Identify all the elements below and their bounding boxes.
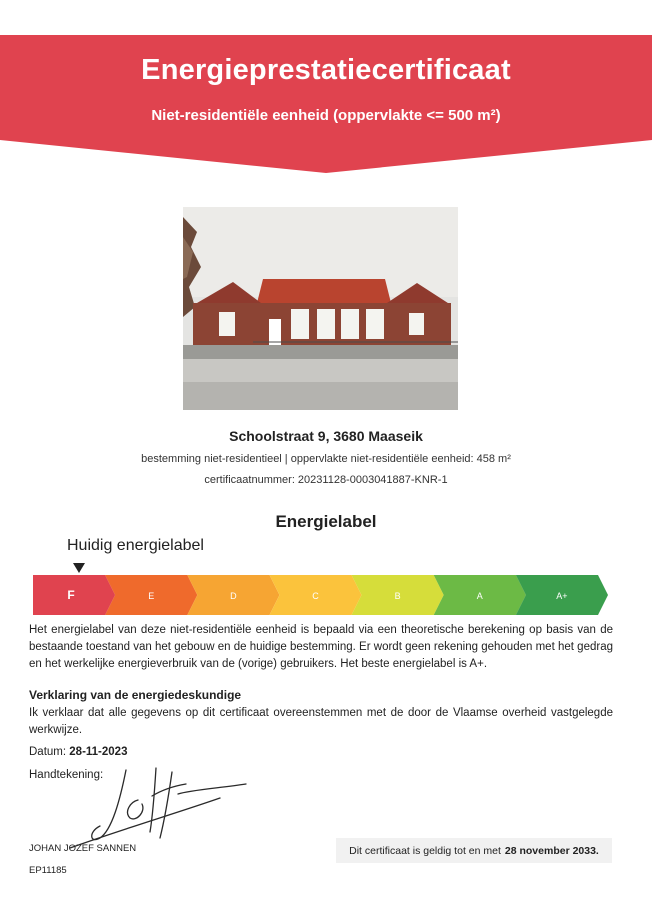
energy-class-c [269, 575, 361, 615]
current-label-pointer-icon [73, 563, 85, 573]
energy-class-label: D [230, 591, 237, 601]
declaration-heading: Verklaring van de energiedeskundige [29, 688, 242, 702]
validity-date: 28 november 2033. [504, 844, 599, 857]
certificate-number: certificaatnummer: 20231128-0003041887-KNR-1 [204, 474, 448, 486]
certificate-title: Energieprestatiecertificaat [141, 54, 511, 86]
validity-prefix: Dit certificaat is geldig tot en met [349, 844, 501, 857]
energy-class-f [33, 575, 115, 615]
energy-class-label: F [67, 588, 75, 602]
energy-label-heading: Energielabel [275, 512, 377, 531]
date-label: Datum: [29, 746, 67, 758]
energy-class-label: A+ [556, 591, 568, 601]
energy-class-d [187, 575, 279, 615]
handwritten-signature [60, 760, 260, 855]
energy-label-scale [33, 575, 608, 615]
assessor-name: JOHAN JOZEF SANNEN [29, 843, 137, 854]
declaration-text: Ik verklaar dat alle gegevens op dit certificaat overeenstemmen met de door de Vlaamse overheid vastgelegde werkwijze. [29, 707, 613, 736]
energy-class-b [352, 575, 444, 615]
date-value: 28-11-2023 [69, 746, 128, 758]
building-photo [183, 207, 458, 410]
property-address: Schoolstraat 9, 3680 Maaseik [229, 428, 423, 444]
header-banner [0, 0, 652, 175]
property-destination: bestemming niet-residentieel | oppervlakte niet-residentiële eenheid: 458 m² [141, 453, 511, 465]
certificate-subtitle: Niet-residentiële eenheid (oppervlakte <= 500 m²) [151, 107, 501, 124]
validity-notice [336, 838, 612, 863]
energy-label-explanation: Het energielabel van deze niet-residentiële eenheid is bepaald via een theoretische berekening op basis van de bestaande toestand van het gebouw en de huidige bestemming. Er wordt geen rekening gehouden met het gedrag en het werkelijke energieverbruik van de (vorige) gebruikers. Het beste energielabel is A+. [29, 624, 613, 670]
energy-class-label: E [148, 591, 155, 601]
energy-class-label: A [476, 591, 483, 601]
date-row [29, 746, 127, 758]
current-label-caption: Huidig energielabel [67, 537, 204, 554]
energy-class-a [434, 575, 526, 615]
energy-class-e [105, 575, 197, 615]
energy-class-a-plus [516, 575, 608, 615]
signature-label: Handtekening: [29, 769, 104, 781]
energy-class-label: B [394, 591, 401, 601]
energy-class-label: C [312, 591, 319, 601]
assessor-id: EP11185 [29, 865, 67, 876]
